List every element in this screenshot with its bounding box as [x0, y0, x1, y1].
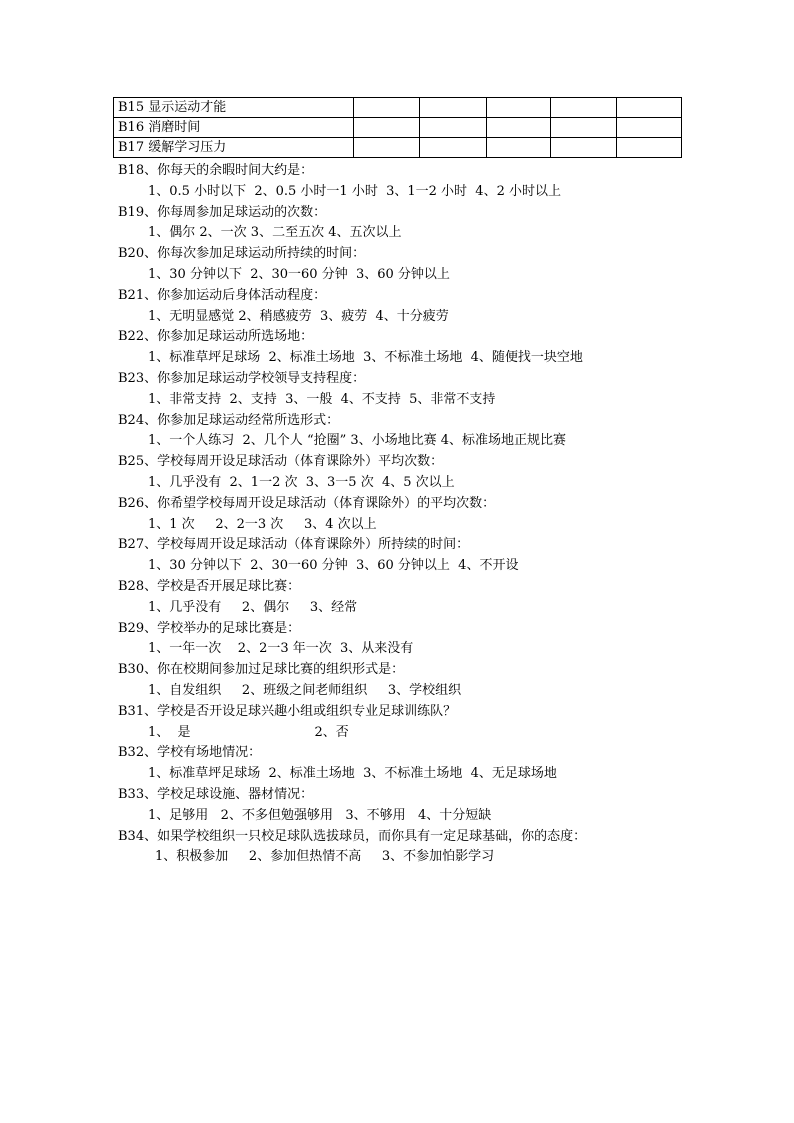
rating-cell — [617, 118, 682, 138]
rating-cell — [420, 118, 487, 138]
question-text: B23、你参加足球运动学校领导支持程度： — [118, 370, 366, 386]
rating-cell — [617, 138, 682, 158]
question-text: B34、如果学校组织一只校足球队选拔球员，而你具有一定足球基础，你的态度： — [118, 828, 587, 844]
question-text: B26、你希望学校每周开设足球活动（体育课除外）的平均次数： — [118, 495, 496, 511]
question-text: B19、你每周参加足球运动的次数： — [118, 204, 327, 220]
table-row — [114, 118, 682, 138]
question-text: B33、学校足球设施、器材情况： — [118, 786, 314, 802]
answer-options: 1、0.5 小时以下 2、0.5 小时一1 小时 3、1一2 小时 4、2 小时以上 — [148, 183, 561, 199]
rating-cell — [551, 98, 617, 118]
question-text: B24、你参加足球运动经常所选形式： — [118, 412, 340, 428]
answer-options: 1、一个人练习 2、几个人 “抢圈” 3、小场地比赛 4、标准场地正规比赛 — [148, 433, 567, 449]
question-text: B28、学校是否开展足球比赛： — [118, 578, 301, 594]
question-list — [118, 161, 718, 868]
rating-cell — [354, 138, 420, 158]
rating-cell — [420, 138, 487, 158]
answer-options: 1、几乎没有 2、偶尔 3、经常 — [148, 599, 358, 615]
table-row — [114, 98, 682, 118]
rating-cell — [487, 118, 551, 138]
answer-options: 1、偶尔 2、一次 3、二至五次 4、五次以上 — [148, 225, 402, 241]
answer-options: 1、一年一次 2、2一3 年一次 3、从来没有 — [148, 641, 414, 657]
answer-options: 1、自发组织 2、班级之间老师组织 3、学校组织 — [148, 682, 462, 698]
answer-options: 1、标准草坪足球场 2、标准土场地 3、不标准土场地 4、无足球场地 — [148, 766, 557, 782]
answer-options: 1、标准草坪足球场 2、标准土场地 3、不标准土场地 4、随便找一块空地 — [148, 350, 583, 366]
table-row — [114, 138, 682, 158]
rating-cell — [354, 98, 420, 118]
answer-options: 1、30 分钟以下 2、30一60 分钟 3、60 分钟以上 — [148, 266, 450, 282]
answer-options: 1、1 次 2、2一3 次 3、4 次以上 — [148, 516, 377, 532]
question-text: B22、你参加足球运动所选场地： — [118, 329, 314, 345]
rating-cell — [487, 98, 551, 118]
answer-options: 1、30 分钟以下 2、30一60 分钟 3、60 分钟以上 4、不开设 — [148, 558, 519, 574]
answer-options: 1、积极参加 2、参加但热情不高 3、不参加怕影学习 — [155, 849, 495, 865]
answer-options: 1、无明显感觉 2、稍感疲劳 3、疲劳 4、十分疲劳 — [148, 308, 449, 324]
question-text: B27、学校每周开设足球活动（体育课除外）所持续的时间： — [118, 537, 470, 553]
question-text: B20、你每次参加足球运动所持续的时间： — [118, 246, 366, 262]
rating-cell — [487, 138, 551, 158]
row-label: B17 缓解学习压力 — [114, 138, 354, 158]
rating-cell — [551, 118, 617, 138]
question-text: B25、学校每周开设足球活动（体育课除外）平均次数： — [118, 454, 444, 470]
question-text: B30、你在校期间参加过足球比赛的组织形式是： — [118, 662, 405, 678]
rating-table — [113, 97, 682, 158]
rating-cell — [551, 138, 617, 158]
question-text: B29、学校举办的足球比赛是： — [118, 620, 301, 636]
answer-options: 1、 是 2、否 — [148, 724, 349, 740]
row-label: B16 消磨时间 — [114, 118, 354, 138]
answer-options: 1、几乎没有 2、1一2 次 3、3一5 次 4、5 次以上 — [148, 474, 455, 490]
rating-cell — [617, 98, 682, 118]
question-text: B32、学校有场地情况： — [118, 745, 262, 761]
rating-cell — [354, 118, 420, 138]
answer-options: 1、足够用 2、不多但勉强够用 3、不够用 4、十分短缺 — [148, 807, 492, 823]
question-text: B18、你每天的余暇时间大约是： — [118, 163, 314, 178]
answer-options: 1、非常支持 2、支持 3、一般 4、不支持 5、非常不支持 — [148, 391, 496, 407]
question-text: B21、你参加运动后身体活动程度： — [118, 287, 327, 303]
question-text: B31、学校是否开设足球兴趣小组或组织专业足球训练队？ — [118, 703, 457, 719]
rating-cell — [420, 98, 487, 118]
row-label: B15 显示运动才能 — [114, 98, 354, 118]
